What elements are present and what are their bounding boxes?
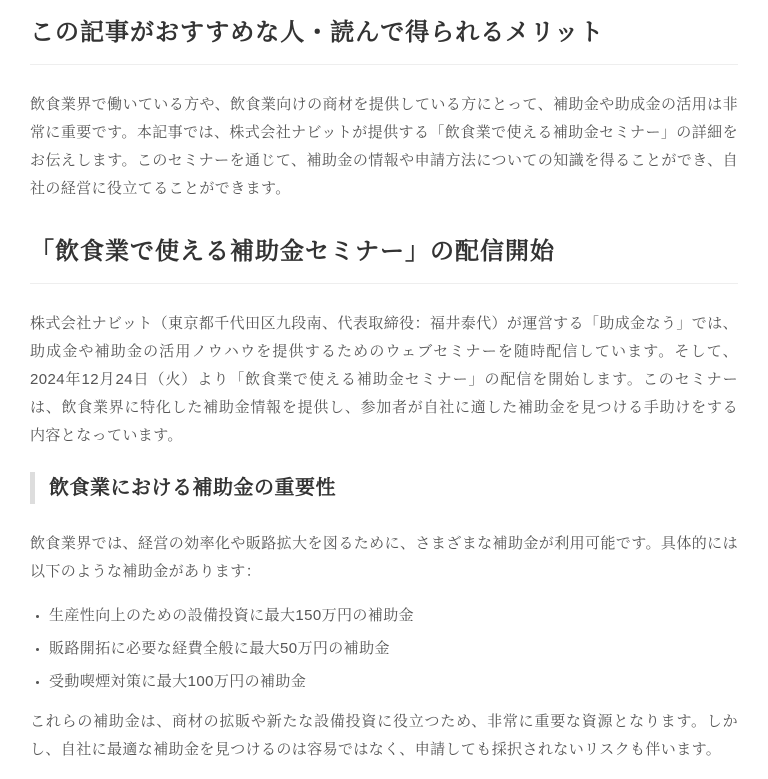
section-heading-seminar-launch: 「飲食業で使える補助金セミナー」の配信開始 [30,235,738,284]
list-item-smoking-measures-subsidy: • 受動喫煙対策に最大100万円の補助金 [49,668,738,696]
subsidy-bullet-list [30,602,738,696]
subsection-heading-subsidy-importance: 飲食業における補助金の重要性 [30,472,738,504]
section-heading-article-benefits: この記事がおすすめな人・読んで得られるメリット [30,16,738,65]
paragraph-subsidy-overview: 飲食業界では、経営の効率化や販路拡大を図るために、さまざまな補助金が利用可能です。具体的には以下のような補助金があります： [30,535,738,580]
paragraph-intro: 飲食業界で働いている方や、飲食業向けの商材を提供している方にとって、補助金や助成金の活用は非常に重要です。本記事では、株式会社ナビットが提供する「飲食業で使える補助金セミナー」の詳細をお伝えします。このセミナーを通じて、補助金の情報や申請方法についての知識を得ることができ、自社の経営に役立てることができます。 [30,96,738,197]
article-content [0,16,768,779]
paragraph-conclusion: これらの補助金は、商材の拡販や新たな設備投資に役立つため、非常に重要な資源となります。しかし、自社に最適な補助金を見つけるのは容易ではなく、申請しても採択されないリスクも伴います。 [30,713,738,758]
list-item-sales-channel-subsidy: • 販路開拓に必要な経費全般に最大50万円の補助金 [49,635,738,663]
paragraph-seminar-details: 株式会社ナビット（東京都千代田区九段南、代表取締役：福井泰代）が運営する「助成金なう」では、助成金や補助金の活用ノウハウを提供するためのウェブセミナーを随時配信しています。そして、2024年12月24日（火）より「飲食業で使える補助金セミナー」の配信を開始します。このセミナーは、飲食業界に特化した補助金情報を提供し、参加者が自社に適した補助金を見つける手助けをする内容となっています。 [30,315,738,444]
list-item-equipment-subsidy: • 生産性向上のための設備投資に最大150万円の補助金 [49,602,738,630]
